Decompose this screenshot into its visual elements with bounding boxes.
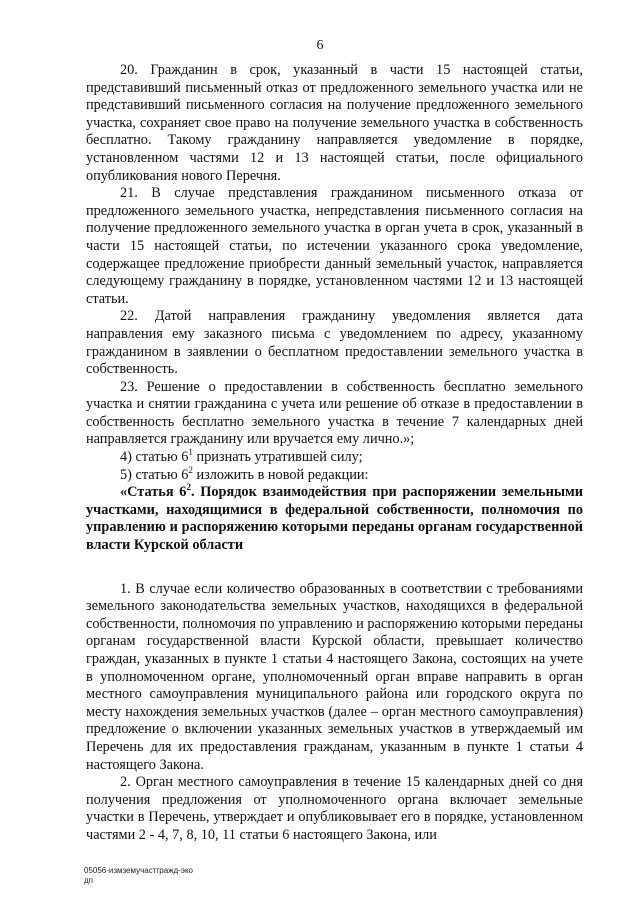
item-5-text: 5) статью 6 <box>120 466 189 483</box>
paragraph-21: 21. В случае представления гражданином письменного отказа от предложенного земельного участка, непредставления письменного согласия на получение предложенного земельного участка в орган учета в срок, указанный в части 15 настоящей статьи, по истечении указанного срока уведомление, содержащее предложение приобрести данный земельный участок, направляется следующему гражданину в порядке, установленном частями 12 и 13 настоящей статьи. <box>86 185 583 307</box>
article-heading-rest: . Порядок взаимодействия при распоряжении земельными участками, находящимися в федеральной собственности, полномочия по управлению и распоряжению которыми переданы органам государственной власти Курской области <box>86 484 583 554</box>
article-heading <box>86 484 583 554</box>
item-4 <box>86 449 583 467</box>
document-body <box>86 62 583 845</box>
article-heading-superscript: 2 <box>186 482 191 493</box>
paragraph-23: 23. Решение о предоставлении в собственность бесплатно земельного участка и снятии гражданина с учета или решение об отказе в предоставлении в собственность бесплатно земельного участка в течение 7 календарных дней направляется гражданину или вручается ему лично.»; <box>86 378 583 448</box>
item-4-superscript: 1 <box>188 447 193 458</box>
section-2: 2. Орган местного самоуправления в течение 15 календарных дней со дня получения предложения от уполномоченного органа включает земельные участки в Перечень, утверждает и опубликовывает его в порядке, установленном частями 2 - 4, 7, 8, 10, 11 статьи 6 настоящего Закона, или <box>86 774 583 843</box>
page-number: 6 <box>316 38 324 53</box>
item-4-text: 4) статью 6 <box>120 449 189 466</box>
item-5 <box>86 464 583 485</box>
article-heading-text: «Статья 6 <box>120 484 187 501</box>
item-5-rest: изложить в новой редакции: <box>192 466 369 483</box>
item-5-superscript: 2 <box>188 464 193 475</box>
paragraph-22: 22. Датой направления гражданину уведомления является дата направления ему заказного письма с уведомлением по адресу, указанному гражданином в заявлении о бесплатном предоставлении земельного участка в собственность. <box>86 308 583 378</box>
spacer <box>86 555 583 581</box>
paragraph-20: 20. Гражданин в срок, указанный в части 15 настоящей статьи, представивший письменный отказ от предложенного земельного участка или не представивший письменного согласия на получение предложенного земельного участка, сохраняет свое право на получение земельного участка в собственность бесплатно. Такому гражданину направляется уведомление в порядке, установленном частями 12 и 13 настоящей статьи, после официального опубликования нового Перечня. <box>86 62 583 184</box>
section-1: 1. В случае если количество образованных в соответствии с требованиями земельного законодательства земельных участков, находящихся в федеральной собственности, полномочия по управлению и распоряжению которыми переданы органам государственной власти Курской области, превышает количество граждан, указанных в пункте 1 статьи 4 настоящего Закона, состоящих на учете в уполномоченном органе, уполномоченный орган вправе направить в орган местного самоуправления муниципального района или городского округа по месту нахождения земельных участков (далее – орган местного самоуправления) предложение о включении указанных земельных участков в утверждаемый им Перечень для их предоставления гражданам, указанным в пункте 1 статьи 4 настоящего Закона. <box>86 580 583 773</box>
document-footer <box>84 866 193 886</box>
item-4-rest: признать утратившей силу; <box>192 449 363 466</box>
footer-filename: 05056-измземучастгражд-эко <box>84 866 193 875</box>
footer-initials: дп <box>84 876 93 885</box>
